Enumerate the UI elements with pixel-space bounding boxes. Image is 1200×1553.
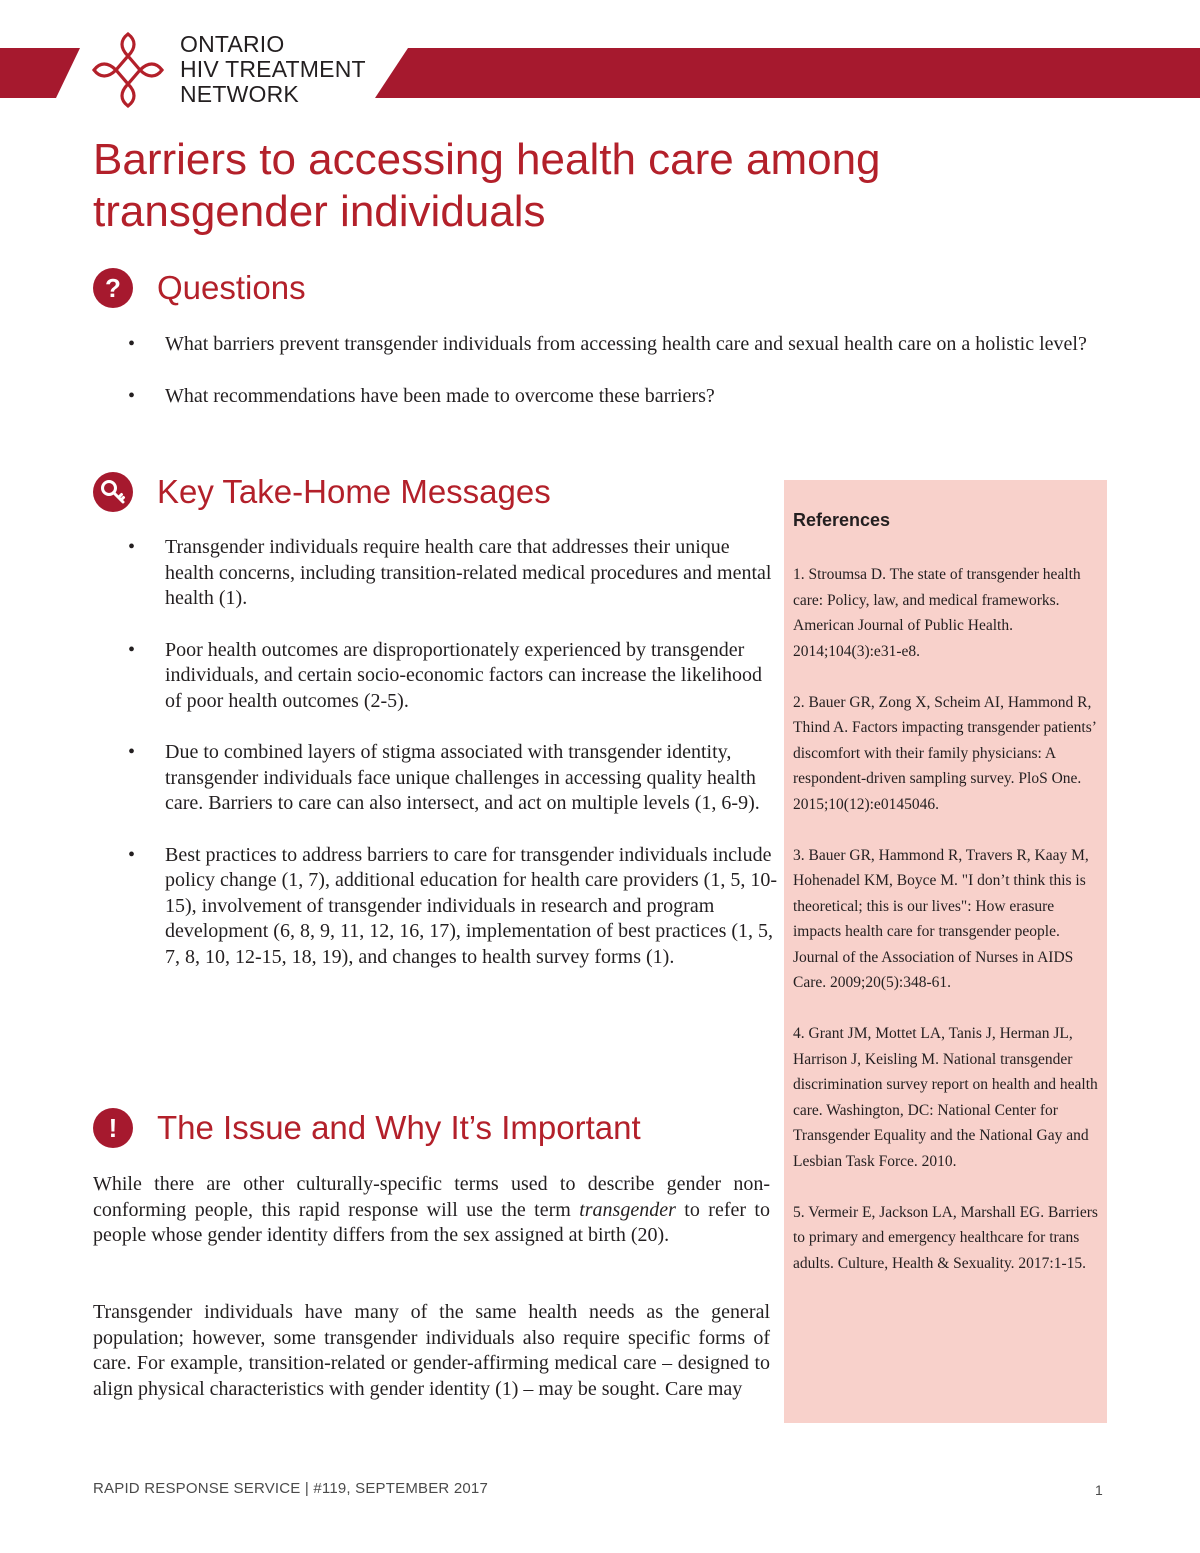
issue-paragraph-1-end: to refer to people whose gender identity differs from the sex assigned at birth (20). bbox=[93, 1198, 770, 1246]
key-message-item: • Best practices to address barriers to care for transgender individuals include policy change (1, 7), additional education for health care providers (1, 5, 10-15), involvement of transgender individuals in research and program development (6, 8, 9, 11, 12, 16, 17), implementation of best practices (1, 5, 7, 8, 10, 12-15, 18, 19), and changes to health survey forms (1). bbox=[128, 843, 778, 971]
reference-item: 5. Vermeir E, Jackson LA, Marshall EG. Barriers to primary and emergency healthcare for trans adults. Culture, Health & Sexuality. 2017:1-15. bbox=[793, 1203, 1098, 1272]
references-heading: References bbox=[793, 510, 891, 530]
exclamation-icon: ! bbox=[93, 1108, 133, 1148]
key-messages-section-header bbox=[93, 472, 551, 512]
reference-item: 3. Bauer GR, Hammond R, Travers R, Kaay M, Hohenadel KM, Boyce M. "I don’t think this is theoretical; this is our lives": How erasure impacts health care for transgender people. Journal of the Association of Nurses in AIDS Care. 2009;20(5):348-61. bbox=[793, 846, 1089, 991]
question-item: • What recommendations have been made to overcome these barriers? bbox=[128, 384, 1098, 410]
org-name bbox=[180, 32, 366, 107]
footer-series: RAPID RESPONSE SERVICE | #119, SEPTEMBER 2017 bbox=[93, 1480, 488, 1497]
header-band-right bbox=[375, 48, 1200, 98]
org-name-line: ONTARIO bbox=[180, 31, 285, 57]
page-number: 1 bbox=[1095, 1482, 1103, 1498]
questions-list bbox=[128, 332, 1098, 435]
references-list bbox=[793, 562, 1098, 1302]
issue-paragraph-1 bbox=[93, 1172, 770, 1249]
key-message-item: • Due to combined layers of stigma associated with transgender identity, transgender individuals face unique challenges in accessing quality health care. Barriers to care can also intersect, and act on multiple levels (1, 6-9). bbox=[128, 740, 778, 817]
org-name-line: HIV TREATMENT bbox=[180, 56, 366, 82]
key-messages-heading: Key Take-Home Messages bbox=[157, 473, 551, 510]
key-message-item: • Poor health outcomes are disproportionately experienced by transgender individuals, and certain socio-economic factors can increase the likelihood of poor health outcomes (2-5). bbox=[128, 638, 778, 715]
issue-section-header bbox=[93, 1108, 641, 1148]
question-mark-icon: ? bbox=[93, 268, 133, 308]
key-message-item: • Transgender individuals require health care that addresses their unique health concerns, including transition-related medical procedures and mental health (1). bbox=[128, 535, 778, 612]
questions-section-header bbox=[93, 268, 306, 308]
reference-item: 1. Stroumsa D. The state of transgender health care: Policy, law, and medical frameworks. American Journal of Public Health. 2014;104(3):e31-e8. bbox=[793, 566, 1081, 660]
key-icon bbox=[93, 472, 133, 512]
term-transgender: transgender bbox=[579, 1198, 676, 1221]
questions-heading: Questions bbox=[157, 269, 306, 306]
ribbon-knot-icon bbox=[90, 30, 166, 110]
issue-paragraph-2: Transgender individuals have many of the same health needs as the general population; however, some transgender individuals also require specific forms of care. For example, transition-related or gender-affirming medical care – designed to align physical characteristics with gender identity (1) – may be sought. Care may bbox=[93, 1301, 770, 1400]
key-messages-list bbox=[128, 535, 778, 996]
org-name-line: NETWORK bbox=[180, 81, 299, 107]
issue-paragraph-1-start: While there are other culturally-specific terms used to describe gender non-conforming people, this rapid response will use the term bbox=[93, 1173, 770, 1221]
issue-heading: The Issue and Why It’s Important bbox=[157, 1109, 641, 1146]
reference-item: 4. Grant JM, Mottet LA, Tanis J, Herman JL, Harrison J, Keisling M. National transgender discrimination survey report on health and health care. Washington, DC: National Center for Transgender Equality and the National Gay and Lesbian Task Force. 2010. bbox=[793, 1025, 1098, 1170]
header-band-left bbox=[0, 48, 80, 98]
question-item: • What barriers prevent transgender individuals from accessing health care and sexual health care on a holistic level? bbox=[128, 332, 1098, 358]
references-box bbox=[784, 480, 1107, 1423]
reference-item: 2. Bauer GR, Zong X, Scheim AI, Hammond R, Thind A. Factors impacting transgender patients’ discomfort with their family physicians: A respondent-driven sampling survey. PloS One. 2015;10(12):e0145046. bbox=[793, 693, 1096, 813]
document-title: Barriers to accessing health care among transgender individuals bbox=[93, 135, 881, 236]
